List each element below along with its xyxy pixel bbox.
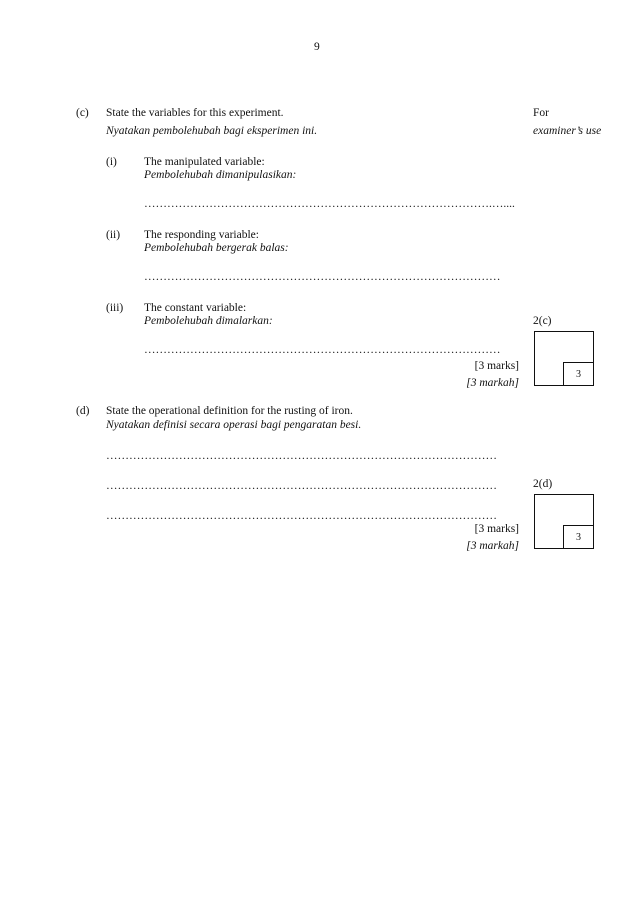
question-c-label: (c) [76, 107, 89, 119]
marks-ms-d: [3 markah] [466, 540, 519, 552]
subquestion-iii-label: (iii) [106, 302, 124, 314]
question-d-label: (d) [76, 405, 90, 417]
subquestion-i-text-ms: Pembolehubah dimanipulasikan: [144, 169, 297, 181]
score-box-max-d: 3 [563, 525, 594, 549]
marks-en-c: [3 marks] [474, 360, 519, 372]
subquestion-i-label: (i) [106, 156, 117, 168]
marks-ms-c: [3 markah] [466, 377, 519, 389]
score-box-max-c: 3 [563, 362, 594, 386]
subquestion-iii-text-ms: Pembolehubah dimalarkan: [144, 315, 273, 327]
question-c-text-ms: Nyatakan pembolehubah bagi eksperimen ini. [106, 125, 318, 137]
answer-line-d1[interactable]: ………………………………………………………………………………………… [106, 450, 497, 462]
subquestion-ii-label: (ii) [106, 229, 121, 241]
question-d-text-en: State the operational definition for the rusting of iron. [106, 405, 353, 417]
answer-line-ii[interactable]: ………………………………………………………………………………… [144, 271, 501, 283]
answer-line-d3[interactable]: ………………………………………………………………………………………… [106, 510, 497, 522]
marks-en-d: [3 marks] [474, 523, 519, 535]
subquestion-i-text-en: The manipulated variable: [144, 156, 265, 168]
subquestion-ii-text-en: The responding variable: [144, 229, 259, 241]
question-c-text-en: State the variables for this experiment. [106, 107, 284, 119]
answer-line-iii[interactable]: ………………………………………………………………………………… [144, 344, 501, 356]
score-box-label-d: 2(d) [533, 478, 553, 490]
examiner-label-line1: For [533, 107, 549, 119]
question-d-text-ms: Nyatakan definisi secara operasi bagi pengaratan besi. [106, 419, 362, 431]
subquestion-ii-text-ms: Pembolehubah bergerak balas: [144, 242, 289, 254]
subquestion-iii-text-en: The constant variable: [144, 302, 247, 314]
page-number: 9 [314, 41, 320, 53]
score-box-label-c: 2(c) [533, 315, 552, 327]
examiner-label-line2: examiner’s use [533, 125, 602, 137]
answer-line-i[interactable]: ……………………………………………………………………………….….... [144, 198, 515, 210]
answer-line-d2[interactable]: ………………………………………………………………………………………… [106, 480, 497, 492]
